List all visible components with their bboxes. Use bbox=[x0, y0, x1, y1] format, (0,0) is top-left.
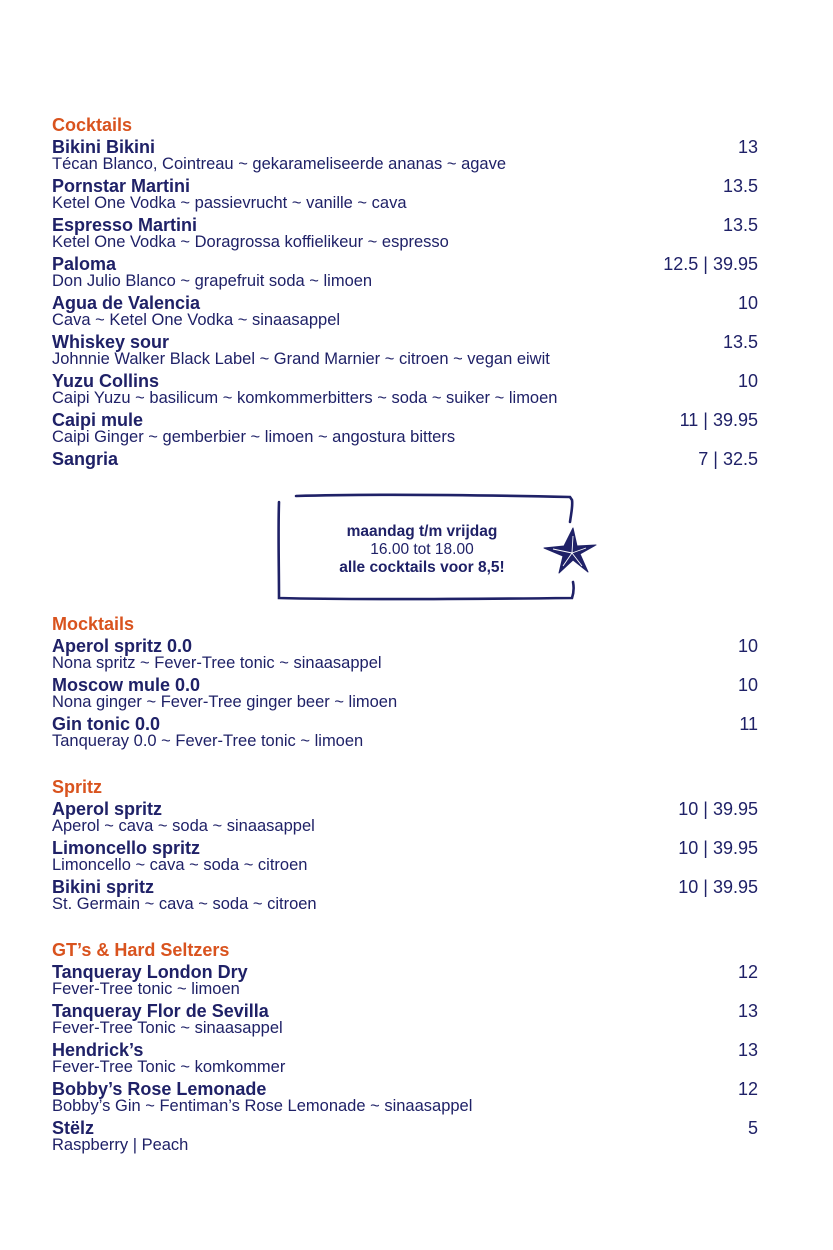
item-name: Agua de Valencia bbox=[52, 293, 201, 313]
item-description: Johnnie Walker Black Label ~ Grand Marnier ~ citroen ~ vegan eiwit bbox=[52, 350, 550, 368]
item-description: Ketel One Vodka ~ passievrucht ~ vanille ~ cava bbox=[52, 194, 407, 212]
item-name: Tanqueray London Dry bbox=[52, 962, 248, 982]
item-description: Nona ginger ~ Fever-Tree ginger beer ~ limoen bbox=[52, 693, 398, 711]
item-name: Espresso Martini bbox=[52, 215, 198, 235]
section-gts-hard-seltzers bbox=[52, 940, 758, 1158]
item-price: 12 bbox=[737, 962, 758, 982]
item-name: Gin tonic 0.0 bbox=[52, 714, 161, 734]
promo-days: maandag t/m vrijdag bbox=[346, 523, 498, 540]
item-price: 13.5 bbox=[722, 332, 758, 352]
item-name: Moscow mule 0.0 bbox=[52, 675, 201, 695]
item-description: Bobby’s Gin ~ Fentiman’s Rose Lemonade ~ sinaasappel bbox=[52, 1097, 473, 1115]
item-price: 13 bbox=[737, 137, 758, 157]
menu-item bbox=[52, 1002, 758, 1041]
item-price: 10 bbox=[737, 371, 758, 391]
item-price: 13 bbox=[737, 1040, 758, 1060]
item-name: Sangria bbox=[52, 449, 119, 469]
happy-hour-promo bbox=[276, 492, 578, 604]
menu-item bbox=[52, 372, 758, 411]
menu-item bbox=[52, 637, 758, 676]
section-spritz bbox=[52, 777, 758, 917]
item-description: Cava ~ Ketel One Vodka ~ sinaasappel bbox=[52, 311, 341, 329]
item-name: Whiskey sour bbox=[52, 332, 170, 352]
menu-item bbox=[52, 800, 758, 839]
item-description: Fever-Tree Tonic ~ komkommer bbox=[52, 1058, 286, 1076]
menu-item bbox=[52, 255, 758, 294]
item-price: 12.5 | 39.95 bbox=[663, 254, 758, 274]
promo-text bbox=[306, 523, 538, 577]
menu-item bbox=[52, 1119, 758, 1158]
item-description: Raspberry | Peach bbox=[52, 1136, 189, 1154]
item-price: 10 | 39.95 bbox=[678, 799, 758, 819]
menu-item bbox=[52, 878, 758, 917]
section-cocktails bbox=[52, 115, 758, 489]
item-price: 12 bbox=[737, 1079, 758, 1099]
item-description: Fever-Tree Tonic ~ sinaasappel bbox=[52, 1019, 283, 1037]
item-description: Aperol ~ cava ~ soda ~ sinaasappel bbox=[52, 817, 315, 835]
item-name: Bikini spritz bbox=[52, 877, 155, 897]
menu-item bbox=[52, 450, 758, 489]
item-price: 11 | 39.95 bbox=[679, 410, 758, 430]
menu-item bbox=[52, 177, 758, 216]
item-name: Bobby’s Rose Lemonade bbox=[52, 1079, 267, 1099]
section-mocktails bbox=[52, 614, 758, 754]
item-description: Don Julio Blanco ~ grapefruit soda ~ limoen bbox=[52, 272, 373, 290]
item-name: Tanqueray Flor de Sevilla bbox=[52, 1001, 269, 1021]
menu-item bbox=[52, 715, 758, 754]
item-name: Pornstar Martini bbox=[52, 176, 191, 196]
menu-item bbox=[52, 676, 758, 715]
item-description: St. Germain ~ cava ~ soda ~ citroen bbox=[52, 895, 317, 913]
item-name: Bikini Bikini bbox=[52, 137, 156, 157]
menu-item bbox=[52, 411, 758, 450]
item-description: Técan Blanco, Cointreau ~ gekarameliseerde ananas ~ agave bbox=[52, 155, 507, 173]
item-price: 5 bbox=[747, 1118, 758, 1138]
menu-item bbox=[52, 216, 758, 255]
item-name: Yuzu Collins bbox=[52, 371, 160, 391]
item-name: Aperol spritz 0.0 bbox=[52, 636, 193, 656]
item-description: Ketel One Vodka ~ Doragrossa koffielikeur ~ espresso bbox=[52, 233, 449, 251]
item-price: 10 bbox=[737, 636, 758, 656]
menu-item bbox=[52, 963, 758, 1002]
item-price: 10 bbox=[737, 293, 758, 313]
menu-item bbox=[52, 138, 758, 177]
section-title: Mocktails bbox=[52, 614, 135, 634]
item-description: Limoncello ~ cava ~ soda ~ citroen bbox=[52, 856, 308, 874]
item-name: Paloma bbox=[52, 254, 117, 274]
item-name: Limoncello spritz bbox=[52, 838, 201, 858]
menu-item bbox=[52, 1080, 758, 1119]
section-title: Cocktails bbox=[52, 115, 133, 135]
item-price: 11 bbox=[739, 714, 758, 734]
item-description: Fever-Tree tonic ~ limoen bbox=[52, 980, 240, 998]
item-price: 7 | 32.5 bbox=[698, 449, 758, 469]
section-title: Spritz bbox=[52, 777, 103, 797]
promo-hours: 16.00 tot 18.00 bbox=[370, 541, 474, 558]
item-price: 10 | 39.95 bbox=[678, 838, 758, 858]
item-name: Aperol spritz bbox=[52, 799, 163, 819]
starfish-icon bbox=[542, 526, 598, 576]
item-name: Hendrick’s bbox=[52, 1040, 144, 1060]
menu-item bbox=[52, 839, 758, 878]
menu-item bbox=[52, 1041, 758, 1080]
item-price: 10 | 39.95 bbox=[678, 877, 758, 897]
item-description: Nona spritz ~ Fever-Tree tonic ~ sinaasappel bbox=[52, 654, 382, 672]
item-description: Caipi Ginger ~ gemberbier ~ limoen ~ angostura bitters bbox=[52, 428, 456, 446]
section-title: GT’s & Hard Seltzers bbox=[52, 940, 230, 960]
item-description: Tanqueray 0.0 ~ Fever-Tree tonic ~ limoen bbox=[52, 732, 364, 750]
item-price: 13.5 bbox=[722, 215, 758, 235]
item-price: 13 bbox=[737, 1001, 758, 1021]
item-price: 10 bbox=[737, 675, 758, 695]
promo-offer: alle cocktails voor 8,5! bbox=[339, 559, 505, 576]
item-name: Caipi mule bbox=[52, 410, 144, 430]
menu-item bbox=[52, 333, 758, 372]
item-price: 13.5 bbox=[722, 176, 758, 196]
menu-item bbox=[52, 294, 758, 333]
item-name: Stëlz bbox=[52, 1118, 95, 1138]
item-description: Caipi Yuzu ~ basilicum ~ komkommerbitters ~ soda ~ suiker ~ limoen bbox=[52, 389, 558, 407]
